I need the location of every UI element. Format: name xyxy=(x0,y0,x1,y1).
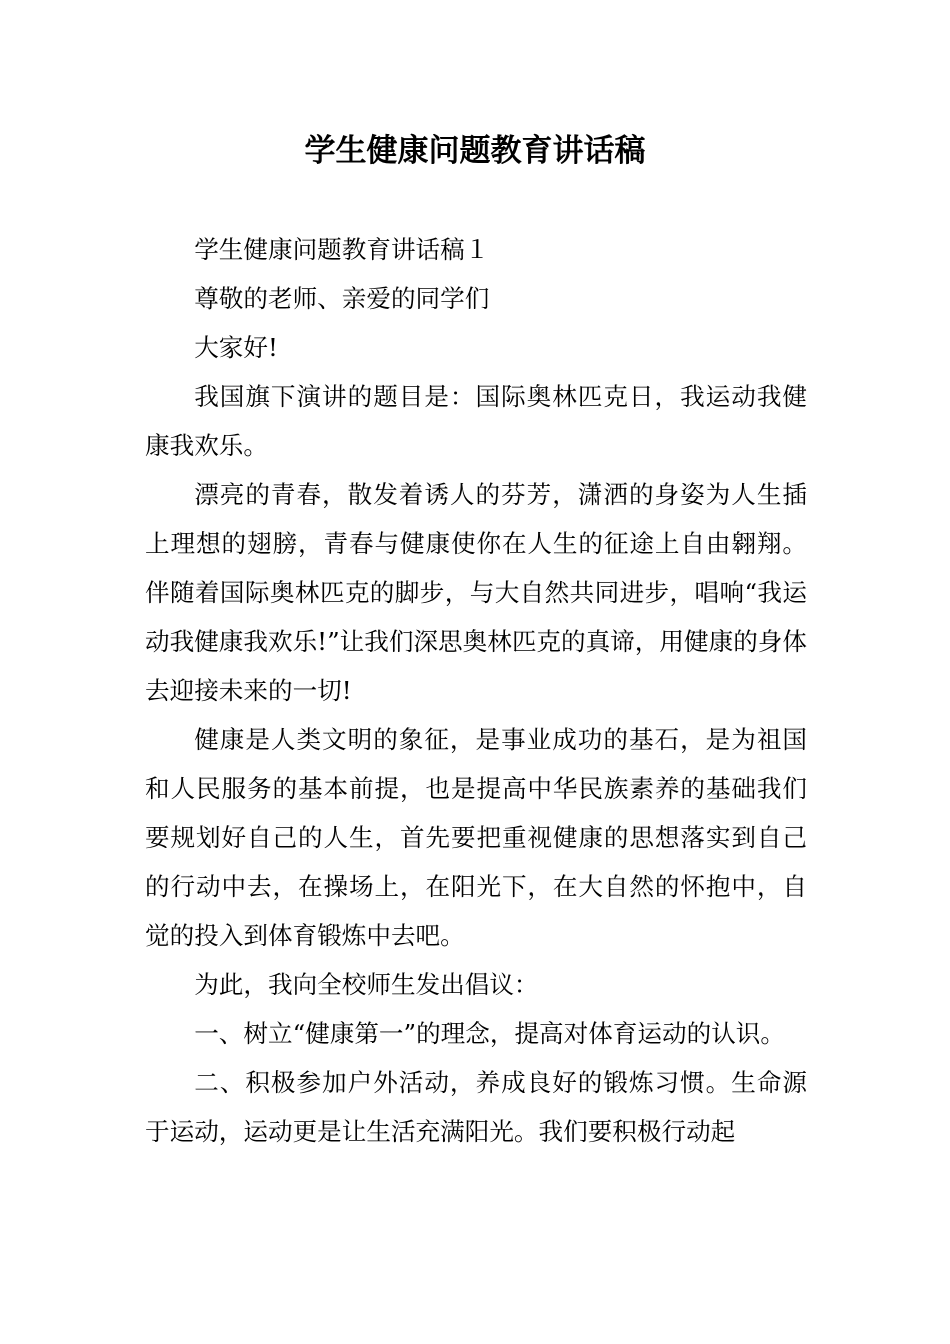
paragraph-proposal-1: 一、树立“健康第一”的理念，提高对体育运动的认识。 xyxy=(194,1019,785,1048)
paragraph-salutation: 尊敬的老师、亲爱的同学们 xyxy=(194,284,490,313)
paragraph-youth: 漂亮的青春，散发着诱人的芬芳，潇洒的身姿为人生插上理想的翅膀，青春与健康使你在人生的征途上自由翱翔。伴随着国际奥林匹克的脚步，与大自然共同进步，唱响“我运动我健康我欢乐!”让我们深思奥林匹克的真谛，用健康的身体去迎接未来的一切! xyxy=(145,480,807,705)
paragraph-topic: 我国旗下演讲的题目是：国际奥林匹克日，我运动我健康我欢乐。 xyxy=(145,382,807,460)
paragraph-greeting: 大家好! xyxy=(194,333,278,362)
paragraph-proposal-intro: 为此，我向全校师生发出倡议： xyxy=(194,970,539,999)
document-body xyxy=(145,225,807,1156)
document-title: 学生健康问题教育讲话稿 xyxy=(304,133,646,169)
paragraph-health: 健康是人类文明的象征，是事业成功的基石，是为祖国和人民服务的基本前提，也是提高中华民族素养的基础我们要规划好自己的人生，首先要把重视健康的思想落实到自己的行动中去，在操场上，在阳光下，在大自然的怀抱中，自觉的投入到体育锻炼中去吧。 xyxy=(145,725,807,950)
paragraph-heading: 学生健康问题教育讲话稿１ xyxy=(194,235,490,264)
paragraph-proposal-2: 二、积极参加户外活动，养成良好的锻炼习惯。生命源于运动，运动更是让生活充满阳光。我们要积极行动起 xyxy=(145,1068,807,1146)
